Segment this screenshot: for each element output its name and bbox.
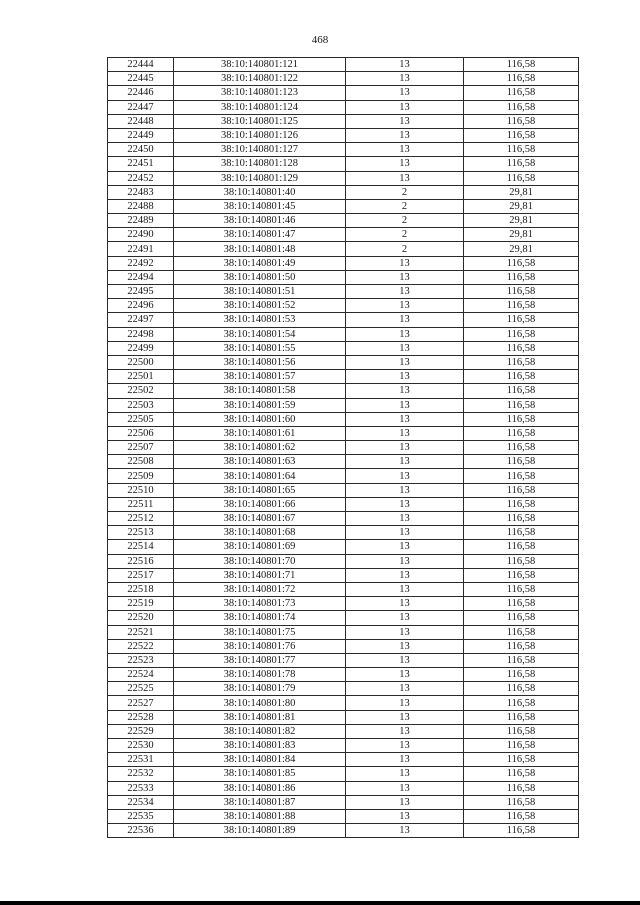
value-cell: 116,58 — [464, 653, 579, 667]
count-cell: 13 — [346, 724, 464, 738]
table-row — [108, 384, 579, 398]
record-number-cell: 22509 — [108, 469, 174, 483]
table-row — [108, 143, 579, 157]
count-cell: 13 — [346, 114, 464, 128]
value-cell: 116,58 — [464, 355, 579, 369]
record-number-cell: 22501 — [108, 370, 174, 384]
cadastral-number-cell: 38:10:140801:70 — [174, 554, 346, 568]
cadastral-number-cell: 38:10:140801:72 — [174, 582, 346, 596]
cadastral-number-cell: 38:10:140801:54 — [174, 327, 346, 341]
table-row — [108, 214, 579, 228]
value-cell: 116,58 — [464, 625, 579, 639]
cadastral-number-cell: 38:10:140801:87 — [174, 795, 346, 809]
record-number-cell: 22451 — [108, 157, 174, 171]
count-cell: 13 — [346, 809, 464, 823]
cadastral-number-cell: 38:10:140801:52 — [174, 299, 346, 313]
record-number-cell: 22508 — [108, 455, 174, 469]
count-cell: 13 — [346, 313, 464, 327]
value-cell: 116,58 — [464, 568, 579, 582]
count-cell: 2 — [346, 228, 464, 242]
record-number-cell: 22520 — [108, 611, 174, 625]
cadastral-number-cell: 38:10:140801:128 — [174, 157, 346, 171]
record-number-cell: 22529 — [108, 724, 174, 738]
value-cell: 116,58 — [464, 171, 579, 185]
value-cell: 116,58 — [464, 86, 579, 100]
table-row — [108, 597, 579, 611]
table-row — [108, 724, 579, 738]
table-row — [108, 199, 579, 213]
count-cell: 13 — [346, 412, 464, 426]
table-row — [108, 682, 579, 696]
table-row — [108, 781, 579, 795]
count-cell: 13 — [346, 327, 464, 341]
value-cell: 116,58 — [464, 370, 579, 384]
count-cell: 13 — [346, 341, 464, 355]
record-number-cell: 22523 — [108, 653, 174, 667]
cadastral-number-cell: 38:10:140801:49 — [174, 256, 346, 270]
cadastral-number-cell: 38:10:140801:126 — [174, 128, 346, 142]
record-number-cell: 22524 — [108, 668, 174, 682]
count-cell: 13 — [346, 710, 464, 724]
record-number-cell: 22530 — [108, 739, 174, 753]
count-cell: 13 — [346, 58, 464, 72]
record-number-cell: 22444 — [108, 58, 174, 72]
value-cell: 116,58 — [464, 157, 579, 171]
value-cell: 116,58 — [464, 412, 579, 426]
value-cell: 116,58 — [464, 540, 579, 554]
count-cell: 2 — [346, 185, 464, 199]
count-cell: 13 — [346, 355, 464, 369]
value-cell: 116,58 — [464, 526, 579, 540]
count-cell: 13 — [346, 597, 464, 611]
table-row — [108, 639, 579, 653]
table-row — [108, 299, 579, 313]
cadastral-number-cell: 38:10:140801:85 — [174, 767, 346, 781]
scan-edge-bar — [0, 901, 640, 905]
value-cell: 116,58 — [464, 455, 579, 469]
record-number-cell: 22499 — [108, 341, 174, 355]
record-number-cell: 22519 — [108, 597, 174, 611]
count-cell: 13 — [346, 795, 464, 809]
table-row — [108, 526, 579, 540]
count-cell: 13 — [346, 540, 464, 554]
record-number-cell: 22503 — [108, 398, 174, 412]
cadastral-number-cell: 38:10:140801:68 — [174, 526, 346, 540]
count-cell: 13 — [346, 370, 464, 384]
record-number-cell: 22525 — [108, 682, 174, 696]
cadastral-number-cell: 38:10:140801:40 — [174, 185, 346, 199]
value-cell: 116,58 — [464, 582, 579, 596]
record-number-cell: 22495 — [108, 285, 174, 299]
value-cell: 116,58 — [464, 256, 579, 270]
count-cell: 13 — [346, 72, 464, 86]
count-cell: 13 — [346, 455, 464, 469]
value-cell: 29,81 — [464, 214, 579, 228]
table-row — [108, 753, 579, 767]
value-cell: 116,58 — [464, 58, 579, 72]
record-number-cell: 22527 — [108, 696, 174, 710]
cadastral-number-cell: 38:10:140801:121 — [174, 58, 346, 72]
count-cell: 13 — [346, 270, 464, 284]
table-row — [108, 58, 579, 72]
value-cell: 116,58 — [464, 611, 579, 625]
table-row — [108, 228, 579, 242]
count-cell: 13 — [346, 398, 464, 412]
table-row — [108, 668, 579, 682]
value-cell: 29,81 — [464, 185, 579, 199]
cadastral-number-cell: 38:10:140801:47 — [174, 228, 346, 242]
record-number-cell: 22534 — [108, 795, 174, 809]
cadastral-number-cell: 38:10:140801:129 — [174, 171, 346, 185]
value-cell: 116,58 — [464, 114, 579, 128]
cadastral-number-cell: 38:10:140801:125 — [174, 114, 346, 128]
table-row — [108, 370, 579, 384]
count-cell: 13 — [346, 256, 464, 270]
table-row — [108, 540, 579, 554]
table-row — [108, 809, 579, 823]
count-cell: 2 — [346, 242, 464, 256]
record-number-cell: 22528 — [108, 710, 174, 724]
table-row — [108, 441, 579, 455]
table-row — [108, 171, 579, 185]
table-row — [108, 455, 579, 469]
cadastral-number-cell: 38:10:140801:59 — [174, 398, 346, 412]
value-cell: 116,58 — [464, 795, 579, 809]
cadastral-number-cell: 38:10:140801:74 — [174, 611, 346, 625]
cadastral-number-cell: 38:10:140801:71 — [174, 568, 346, 582]
cadastral-number-cell: 38:10:140801:73 — [174, 597, 346, 611]
record-number-cell: 22446 — [108, 86, 174, 100]
record-number-cell: 22522 — [108, 639, 174, 653]
value-cell: 29,81 — [464, 199, 579, 213]
cadastral-number-cell: 38:10:140801:79 — [174, 682, 346, 696]
cadastral-number-cell: 38:10:140801:124 — [174, 100, 346, 114]
count-cell: 13 — [346, 483, 464, 497]
table-body — [108, 58, 579, 838]
cadastral-number-cell: 38:10:140801:62 — [174, 441, 346, 455]
value-cell: 116,58 — [464, 597, 579, 611]
record-number-cell: 22507 — [108, 441, 174, 455]
table-row — [108, 270, 579, 284]
record-number-cell: 22491 — [108, 242, 174, 256]
record-number-cell: 22489 — [108, 214, 174, 228]
record-number-cell: 22535 — [108, 809, 174, 823]
table-row — [108, 568, 579, 582]
record-number-cell: 22510 — [108, 483, 174, 497]
table-row — [108, 696, 579, 710]
cadastral-number-cell: 38:10:140801:63 — [174, 455, 346, 469]
table-row — [108, 625, 579, 639]
cadastral-number-cell: 38:10:140801:51 — [174, 285, 346, 299]
value-cell: 116,58 — [464, 696, 579, 710]
table-row — [108, 767, 579, 781]
value-cell: 116,58 — [464, 426, 579, 440]
cadastral-number-cell: 38:10:140801:64 — [174, 469, 346, 483]
record-number-cell: 22502 — [108, 384, 174, 398]
table-row — [108, 355, 579, 369]
record-number-cell: 22496 — [108, 299, 174, 313]
count-cell: 13 — [346, 739, 464, 753]
value-cell: 116,58 — [464, 441, 579, 455]
record-number-cell: 22533 — [108, 781, 174, 795]
count-cell: 2 — [346, 214, 464, 228]
table-row — [108, 341, 579, 355]
table-row — [108, 512, 579, 526]
table-row — [108, 469, 579, 483]
table-row — [108, 285, 579, 299]
value-cell: 116,58 — [464, 313, 579, 327]
cadastral-number-cell: 38:10:140801:84 — [174, 753, 346, 767]
cadastral-number-cell: 38:10:140801:122 — [174, 72, 346, 86]
record-number-cell: 22514 — [108, 540, 174, 554]
record-number-cell: 22449 — [108, 128, 174, 142]
table-row — [108, 426, 579, 440]
value-cell: 116,58 — [464, 497, 579, 511]
count-cell: 13 — [346, 171, 464, 185]
record-number-cell: 22532 — [108, 767, 174, 781]
value-cell: 116,58 — [464, 739, 579, 753]
value-cell: 116,58 — [464, 384, 579, 398]
cadastral-number-cell: 38:10:140801:50 — [174, 270, 346, 284]
table-row — [108, 114, 579, 128]
value-cell: 116,58 — [464, 270, 579, 284]
cadastral-number-cell: 38:10:140801:86 — [174, 781, 346, 795]
count-cell: 13 — [346, 824, 464, 838]
count-cell: 13 — [346, 426, 464, 440]
count-cell: 13 — [346, 469, 464, 483]
table-row — [108, 611, 579, 625]
count-cell: 13 — [346, 639, 464, 653]
table-row — [108, 157, 579, 171]
value-cell: 116,58 — [464, 483, 579, 497]
record-number-cell: 22450 — [108, 143, 174, 157]
value-cell: 116,58 — [464, 809, 579, 823]
cadastral-number-cell: 38:10:140801:57 — [174, 370, 346, 384]
table-row — [108, 86, 579, 100]
value-cell: 116,58 — [464, 285, 579, 299]
count-cell: 13 — [346, 625, 464, 639]
table-row — [108, 739, 579, 753]
page-number: 468 — [311, 34, 329, 46]
value-cell: 116,58 — [464, 72, 579, 86]
cadastral-number-cell: 38:10:140801:78 — [174, 668, 346, 682]
record-number-cell: 22516 — [108, 554, 174, 568]
cadastral-number-cell: 38:10:140801:48 — [174, 242, 346, 256]
value-cell: 116,58 — [464, 668, 579, 682]
table-row — [108, 497, 579, 511]
value-cell: 29,81 — [464, 228, 579, 242]
table-row — [108, 256, 579, 270]
value-cell: 116,58 — [464, 767, 579, 781]
table-row — [108, 100, 579, 114]
cadastral-number-cell: 38:10:140801:58 — [174, 384, 346, 398]
cadastral-number-cell: 38:10:140801:67 — [174, 512, 346, 526]
cadastral-number-cell: 38:10:140801:123 — [174, 86, 346, 100]
count-cell: 13 — [346, 767, 464, 781]
value-cell: 116,58 — [464, 398, 579, 412]
count-cell: 13 — [346, 526, 464, 540]
count-cell: 13 — [346, 512, 464, 526]
record-number-cell: 22488 — [108, 199, 174, 213]
cadastral-number-cell: 38:10:140801:88 — [174, 809, 346, 823]
record-number-cell: 22511 — [108, 497, 174, 511]
count-cell: 13 — [346, 497, 464, 511]
record-number-cell: 22490 — [108, 228, 174, 242]
table-row — [108, 483, 579, 497]
count-cell: 13 — [346, 285, 464, 299]
count-cell: 13 — [346, 668, 464, 682]
value-cell: 116,58 — [464, 639, 579, 653]
cadastral-number-cell: 38:10:140801:82 — [174, 724, 346, 738]
record-number-cell: 22492 — [108, 256, 174, 270]
cadastral-number-cell: 38:10:140801:45 — [174, 199, 346, 213]
value-cell: 116,58 — [464, 724, 579, 738]
table-row — [108, 128, 579, 142]
cadastral-number-cell: 38:10:140801:83 — [174, 739, 346, 753]
value-cell: 116,58 — [464, 327, 579, 341]
cadastral-number-cell: 38:10:140801:55 — [174, 341, 346, 355]
value-cell: 116,58 — [464, 512, 579, 526]
count-cell: 13 — [346, 143, 464, 157]
cadastral-number-cell: 38:10:140801:75 — [174, 625, 346, 639]
cadastral-number-cell: 38:10:140801:53 — [174, 313, 346, 327]
table-row — [108, 398, 579, 412]
cadastral-number-cell: 38:10:140801:66 — [174, 497, 346, 511]
count-cell: 13 — [346, 384, 464, 398]
table-row — [108, 72, 579, 86]
record-number-cell: 22500 — [108, 355, 174, 369]
record-number-cell: 22531 — [108, 753, 174, 767]
value-cell: 116,58 — [464, 554, 579, 568]
cadastral-table — [107, 57, 579, 838]
record-number-cell: 22497 — [108, 313, 174, 327]
table-row — [108, 412, 579, 426]
table-row — [108, 795, 579, 809]
record-number-cell: 22447 — [108, 100, 174, 114]
value-cell: 116,58 — [464, 682, 579, 696]
cadastral-number-cell: 38:10:140801:77 — [174, 653, 346, 667]
count-cell: 13 — [346, 568, 464, 582]
count-cell: 13 — [346, 682, 464, 696]
value-cell: 116,58 — [464, 100, 579, 114]
count-cell: 13 — [346, 128, 464, 142]
cadastral-number-cell: 38:10:140801:69 — [174, 540, 346, 554]
record-number-cell: 22483 — [108, 185, 174, 199]
value-cell: 116,58 — [464, 469, 579, 483]
count-cell: 13 — [346, 582, 464, 596]
count-cell: 13 — [346, 696, 464, 710]
table-row — [108, 185, 579, 199]
table-row — [108, 554, 579, 568]
count-cell: 13 — [346, 100, 464, 114]
value-cell: 116,58 — [464, 128, 579, 142]
record-number-cell: 22513 — [108, 526, 174, 540]
record-number-cell: 22494 — [108, 270, 174, 284]
value-cell: 116,58 — [464, 143, 579, 157]
record-number-cell: 22536 — [108, 824, 174, 838]
value-cell: 116,58 — [464, 781, 579, 795]
count-cell: 13 — [346, 611, 464, 625]
record-number-cell: 22452 — [108, 171, 174, 185]
value-cell: 29,81 — [464, 242, 579, 256]
value-cell: 116,58 — [464, 299, 579, 313]
table-row — [108, 710, 579, 724]
count-cell: 13 — [346, 299, 464, 313]
count-cell: 13 — [346, 554, 464, 568]
value-cell: 116,58 — [464, 824, 579, 838]
count-cell: 2 — [346, 199, 464, 213]
record-number-cell: 22445 — [108, 72, 174, 86]
count-cell: 13 — [346, 157, 464, 171]
record-number-cell: 22517 — [108, 568, 174, 582]
table-row — [108, 313, 579, 327]
record-number-cell: 22498 — [108, 327, 174, 341]
cadastral-number-cell: 38:10:140801:80 — [174, 696, 346, 710]
record-number-cell: 22521 — [108, 625, 174, 639]
cadastral-number-cell: 38:10:140801:65 — [174, 483, 346, 497]
cadastral-number-cell: 38:10:140801:76 — [174, 639, 346, 653]
record-number-cell: 22506 — [108, 426, 174, 440]
table-row — [108, 582, 579, 596]
count-cell: 13 — [346, 781, 464, 795]
cadastral-number-cell: 38:10:140801:46 — [174, 214, 346, 228]
count-cell: 13 — [346, 753, 464, 767]
cadastral-number-cell: 38:10:140801:89 — [174, 824, 346, 838]
record-number-cell: 22518 — [108, 582, 174, 596]
record-number-cell: 22448 — [108, 114, 174, 128]
cadastral-number-cell: 38:10:140801:56 — [174, 355, 346, 369]
cadastral-number-cell: 38:10:140801:60 — [174, 412, 346, 426]
table-row — [108, 653, 579, 667]
count-cell: 13 — [346, 86, 464, 100]
record-number-cell: 22505 — [108, 412, 174, 426]
cadastral-number-cell: 38:10:140801:81 — [174, 710, 346, 724]
record-number-cell: 22512 — [108, 512, 174, 526]
table-row — [108, 824, 579, 838]
cadastral-number-cell: 38:10:140801:127 — [174, 143, 346, 157]
cadastral-number-cell: 38:10:140801:61 — [174, 426, 346, 440]
value-cell: 116,58 — [464, 753, 579, 767]
table-row — [108, 327, 579, 341]
count-cell: 13 — [346, 653, 464, 667]
value-cell: 116,58 — [464, 710, 579, 724]
table-row — [108, 242, 579, 256]
count-cell: 13 — [346, 441, 464, 455]
value-cell: 116,58 — [464, 341, 579, 355]
